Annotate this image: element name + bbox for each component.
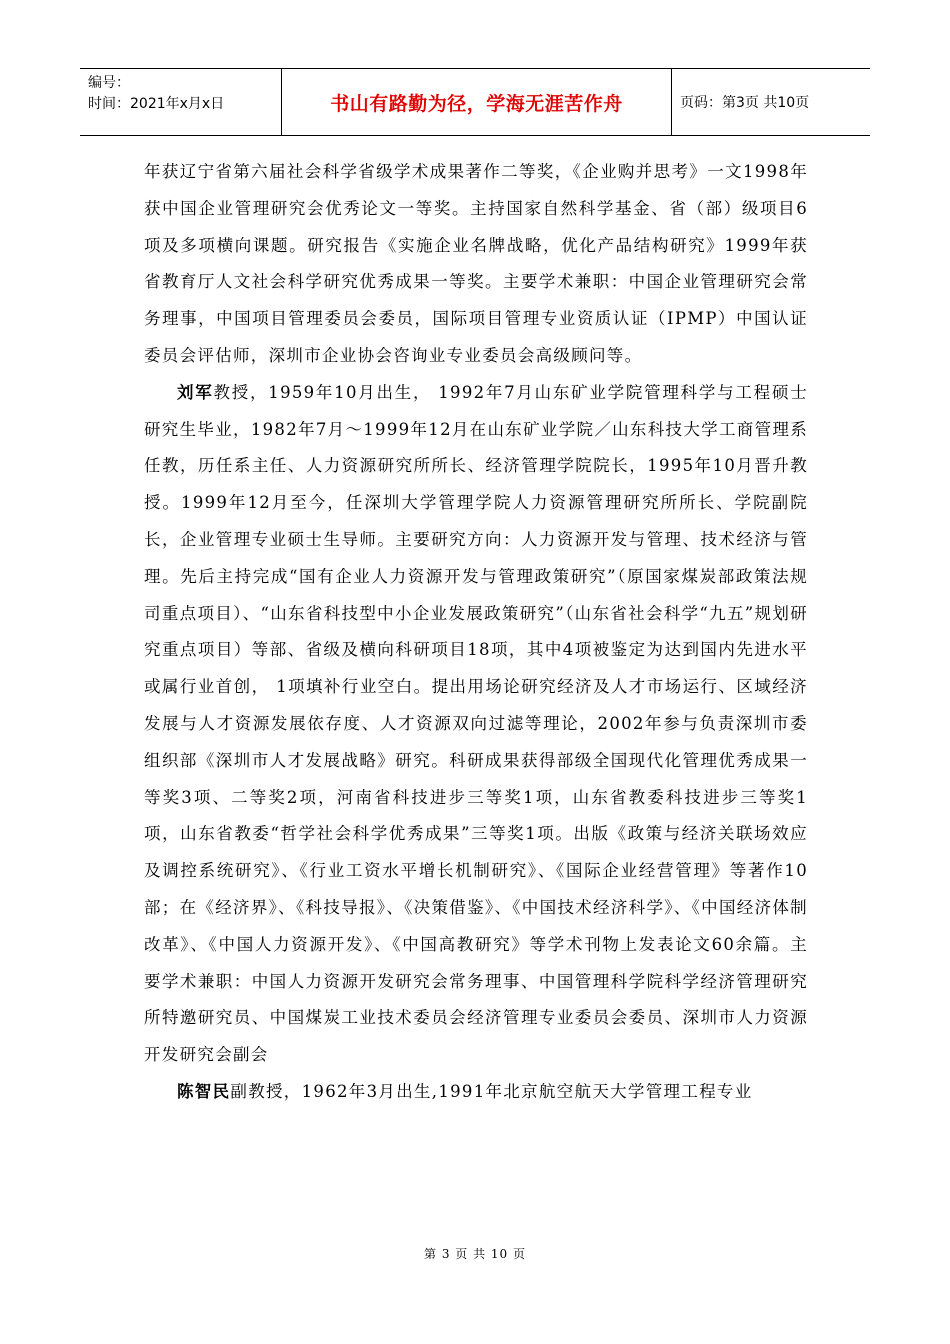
document-time-label: 时间：2021年x月x日 xyxy=(88,96,225,112)
page-header xyxy=(80,68,870,136)
body-paragraph-chenzhimin-text: 副教授，1962年3月出生,1991年北京航空航天大学管理工程专业 xyxy=(230,1081,753,1101)
person-name-chenzhimin: 陈智民 xyxy=(177,1081,231,1101)
body-paragraph-liujun xyxy=(144,375,808,1074)
document-number-label: 编号： xyxy=(88,75,130,91)
page-footer: 第 3 页 共 10 页 xyxy=(424,1247,526,1261)
header-meta-cell xyxy=(80,69,282,135)
document-body xyxy=(144,154,808,1111)
body-paragraph-chenzhimin xyxy=(144,1074,808,1111)
header-page-number: 页码：第3页 共10页 xyxy=(680,95,810,111)
body-paragraph-liujun-text: 教授，1959年10月出生， 1992年7月山东矿业学院管理科学与工程硕士研究生毕业，1982年7月～1999年12月在山东矿业学院／山东科技大学工商管理系任教，历任系主任、人力资源研究所所长、经济管理学院院长，1995年10月晋升教授。1999年12月至今，任深圳大学管理学院人力资源管理研究所所长、学院副院长，企业管理专业硕士生导师。主要研究方向：人力资源开发与管理、技术经济与管理。先后主持完成“国有企业人力资源开发与管理政策研究”（原国家煤炭部政策法规司重点项目）、“山东省科技型中小企业发展政策研究”（山东省社会科学“九五”规划研究重点项目）等部、省级及横向科研项目18项，其中4项被鉴定为达到国内先进水平或属行业首创， 1项填补行业空白。提出用场论研究经济及人才市场运行、区域经济发展与人才资源发展依存度、人才资源双向过滤等理论，2002年参与负责深圳市委组织部《深圳市人才发展战略》研究。科研成果获得部级全国现代化管理优秀成果一等奖3项、二等奖2项，河南省科技进步三等奖1项，山东省教委科技进步三等奖1项，山东省教委“哲学社会科学优秀成果”三等奖1项。出版《政策与经济关联场效应及调控系统研究》、《行业工资水平增长机制研究》、《国际企业经营管理》等著作10部；在《经济界》、《科技导报》、《决策借鉴》、《中国技术经济科学》、《中国经济体制改革》、《中国人力资源开发》、《中国高教研究》等学术刊物上发表论文60余篇。主要学术兼职：中国人力资源开发研究会常务理事、中国管理科学院科学经济管理研究所特邀研究员、中国煤炭工业技术委员会经济管理专业委员会委员、深圳市人力资源开发研究会副会 xyxy=(144,382,808,1065)
body-paragraph-1: 年获辽宁省第六届社会科学省级学术成果著作二等奖，《企业购并思考》一文1998年获中国企业管理研究会优秀论文一等奖。主持国家自然科学基金、省（部）级项目6项及多项横向课题。研究报告《实施企业名牌战略，优化产品结构研究》1999年获省教育厅人文社会科学研究优秀成果一等奖。主要学术兼职：中国企业管理研究会常务理事，中国项目管理委员会委员，国际项目管理专业资质认证（IPMP）中国认证委员会评估师，深圳市企业协会咨询业专业委员会高级顾问等。 xyxy=(144,162,808,365)
person-name-liujun: 刘军 xyxy=(177,382,214,402)
header-motto: 书山有路勤为径，学海无涯苦作舟 xyxy=(282,69,672,135)
